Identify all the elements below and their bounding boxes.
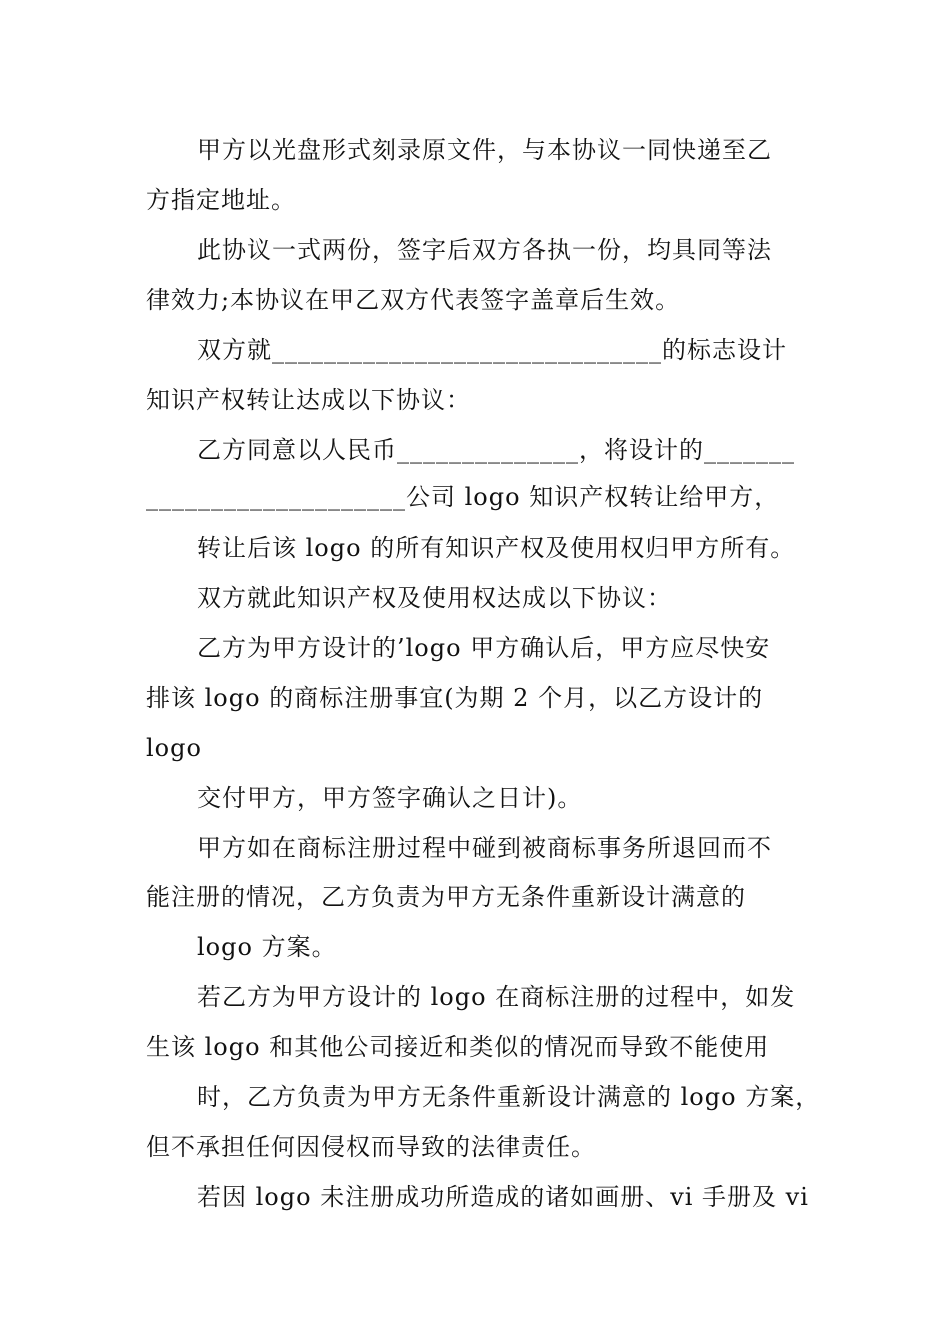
text-line: 交付甲方，甲方签字确认之日计)。: [197, 784, 583, 812]
text-line: 能注册的情况，乙方负责为甲方无条件重新设计满意的: [146, 883, 746, 911]
text-line: 若乙方为甲方设计的 logo 在商标注册的过程中，如发: [197, 983, 796, 1011]
text-line: 双方就此知识产权及使用权达成以下协议：: [197, 584, 672, 612]
text-line: 乙方同意以人民币______________，将设计的_______: [197, 436, 795, 464]
text-line: 转让后该 logo 的所有知识产权及使用权归甲方所有。: [197, 534, 796, 562]
text-line: 若因 logo 未注册成功所造成的诸如画册、vi 手册及 vi: [197, 1183, 809, 1211]
text-line: 甲方如在商标注册过程中碰到被商标事务所退回而不: [197, 834, 772, 862]
text-line: 知识产权转让达成以下协议：: [146, 386, 471, 414]
text-line: 双方就______________________________的标志设计: [197, 336, 787, 364]
text-line: 甲方以光盘形式刻录原文件，与本协议一同快递至乙: [197, 136, 772, 164]
text-line: 方指定地址。: [146, 186, 296, 214]
text-line: 生该 logo 和其他公司接近和类似的情况而导致不能使用: [146, 1033, 770, 1061]
text-line: 此协议一式两份，签字后双方各执一份，均具同等法: [197, 236, 772, 264]
text-line: 排该 logo 的商标注册事宜(为期 2 个月，以乙方设计的: [146, 684, 764, 712]
text-line: logo: [146, 734, 202, 762]
text-line: 时，乙方负责为甲方无条件重新设计满意的 logo 方案，: [197, 1083, 821, 1111]
text-line: ____________________公司 logo 知识产权转让给甲方，: [146, 483, 780, 511]
text-line: 但不承担任何因侵权而导致的法律责任。: [146, 1133, 596, 1161]
text-line: 乙方为甲方设计的’logo 甲方确认后，甲方应尽快安: [197, 634, 771, 662]
text-line: 律效力;本协议在甲乙双方代表签字盖章后生效。: [146, 286, 681, 314]
text-line: logo 方案。: [197, 933, 337, 961]
